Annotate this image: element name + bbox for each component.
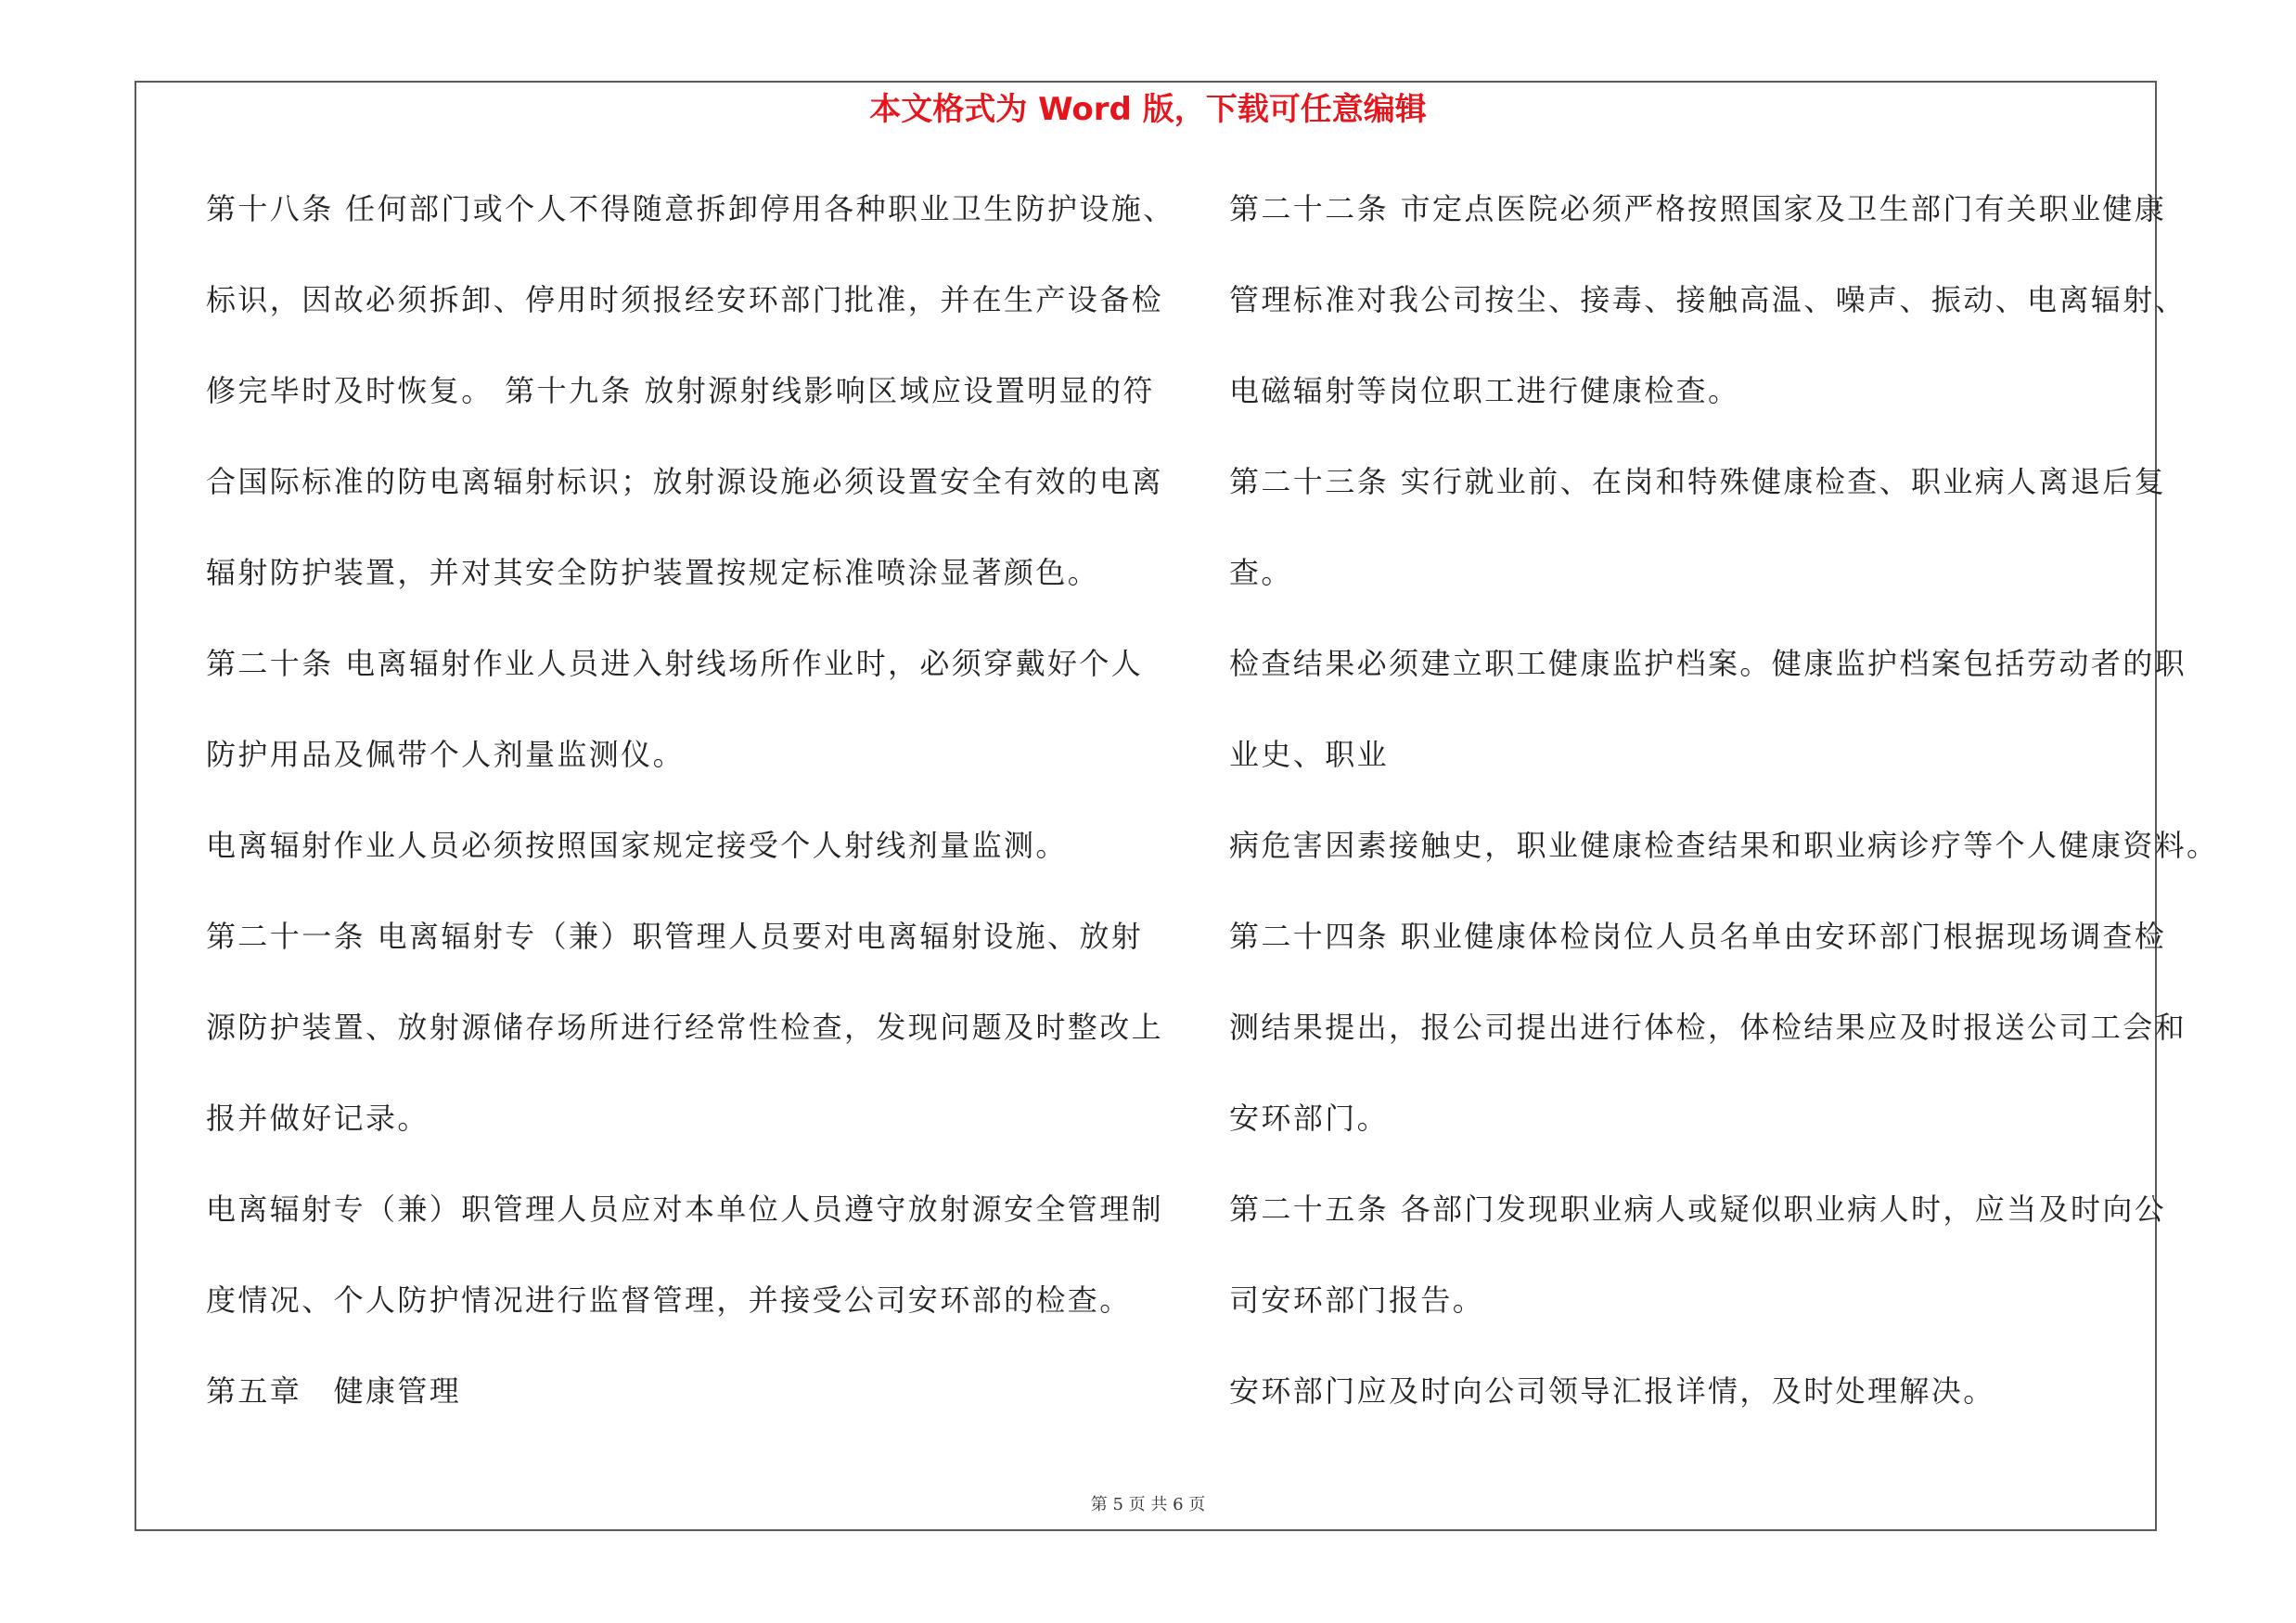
text-line: 修完毕时及时恢复。 第十九条 放射源射线影响区域应设置明显的符 [206, 373, 1155, 408]
text-line: 度情况、个人防护情况进行监督管理，并接受公司安环部的检查。 [206, 1282, 1132, 1318]
chapter-heading: 第五章 健康管理 [206, 1373, 462, 1409]
text-line: 第二十二条 市定点医院必须严格按照国家及卫生部门有关职业健康 [1229, 191, 2167, 226]
header-banner: 本文格式为 Word 版，下载可任意编辑 [869, 91, 1427, 128]
text-line: 检查结果必须建立职工健康监护档案。健康监护档案包括劳动者的职 [1229, 646, 2187, 681]
text-line: 第二十条 电离辐射作业人员进入射线场所作业时，必须穿戴好个人 [206, 646, 1144, 681]
text-line: 电磁辐射等岗位职工进行健康检查。 [1229, 373, 1740, 408]
text-line: 标识，因故必须拆卸、停用时须报经安环部门批准，并在生产设备检 [206, 282, 1164, 317]
text-line: 辐射防护装置，并对其安全防护装置按规定标准喷涂显著颜色。 [206, 555, 1100, 590]
text-line: 报并做好记录。 [206, 1101, 430, 1136]
text-line: 业史、职业 [1229, 737, 1390, 772]
text-line: 电离辐射专（兼）职管理人员应对本单位人员遵守放射源安全管理制 [206, 1191, 1164, 1227]
text-line: 合国际标准的防电离辐射标识；放射源设施必须设置安全有效的电离 [206, 464, 1164, 499]
text-line: 安环部门。 [1229, 1101, 1390, 1136]
text-line: 防护用品及佩带个人剂量监测仪。 [206, 737, 686, 772]
text-line: 安环部门应及时向公司领导汇报详情，及时处理解决。 [1229, 1373, 1995, 1409]
left-column [206, 181, 1175, 1454]
text-line: 管理标准对我公司按尘、接毒、接触高温、噪声、振动、电离辐射、 [1229, 282, 2187, 317]
text-line: 测结果提出，报公司提出进行体检，体检结果应及时报送公司工会和 [1229, 1010, 2187, 1045]
text-line: 第二十四条 职业健康体检岗位人员名单由安环部门根据现场调查检 [1229, 919, 2167, 954]
text-line: 第二十五条 各部门发现职业病人或疑似职业病人时，应当及时向公 [1229, 1191, 2167, 1227]
text-line: 司安环部门报告。 [1229, 1282, 1485, 1318]
text-line: 电离辐射作业人员必须按照国家规定接受个人射线剂量监测。 [206, 828, 1068, 863]
text-line: 查。 [1229, 555, 1293, 590]
text-line: 第二十三条 实行就业前、在岗和特殊健康检查、职业病人离退后复 [1229, 464, 2167, 499]
page-number: 第 5 页 共 6 页 [1090, 1495, 1206, 1514]
text-line: 源防护装置、放射源储存场所进行经常性检查，发现问题及时整改上 [206, 1010, 1164, 1045]
right-column [1229, 181, 2219, 1454]
text-line: 病危害因素接触史，职业健康检查结果和职业病诊疗等个人健康资料。 [1229, 828, 2219, 863]
text-line: 第二十一条 电离辐射专（兼）职管理人员要对电离辐射设施、放射 [206, 919, 1144, 954]
text-line: 第十八条 任何部门或个人不得随意拆卸停用各种职业卫生防护设施、 [206, 191, 1175, 226]
